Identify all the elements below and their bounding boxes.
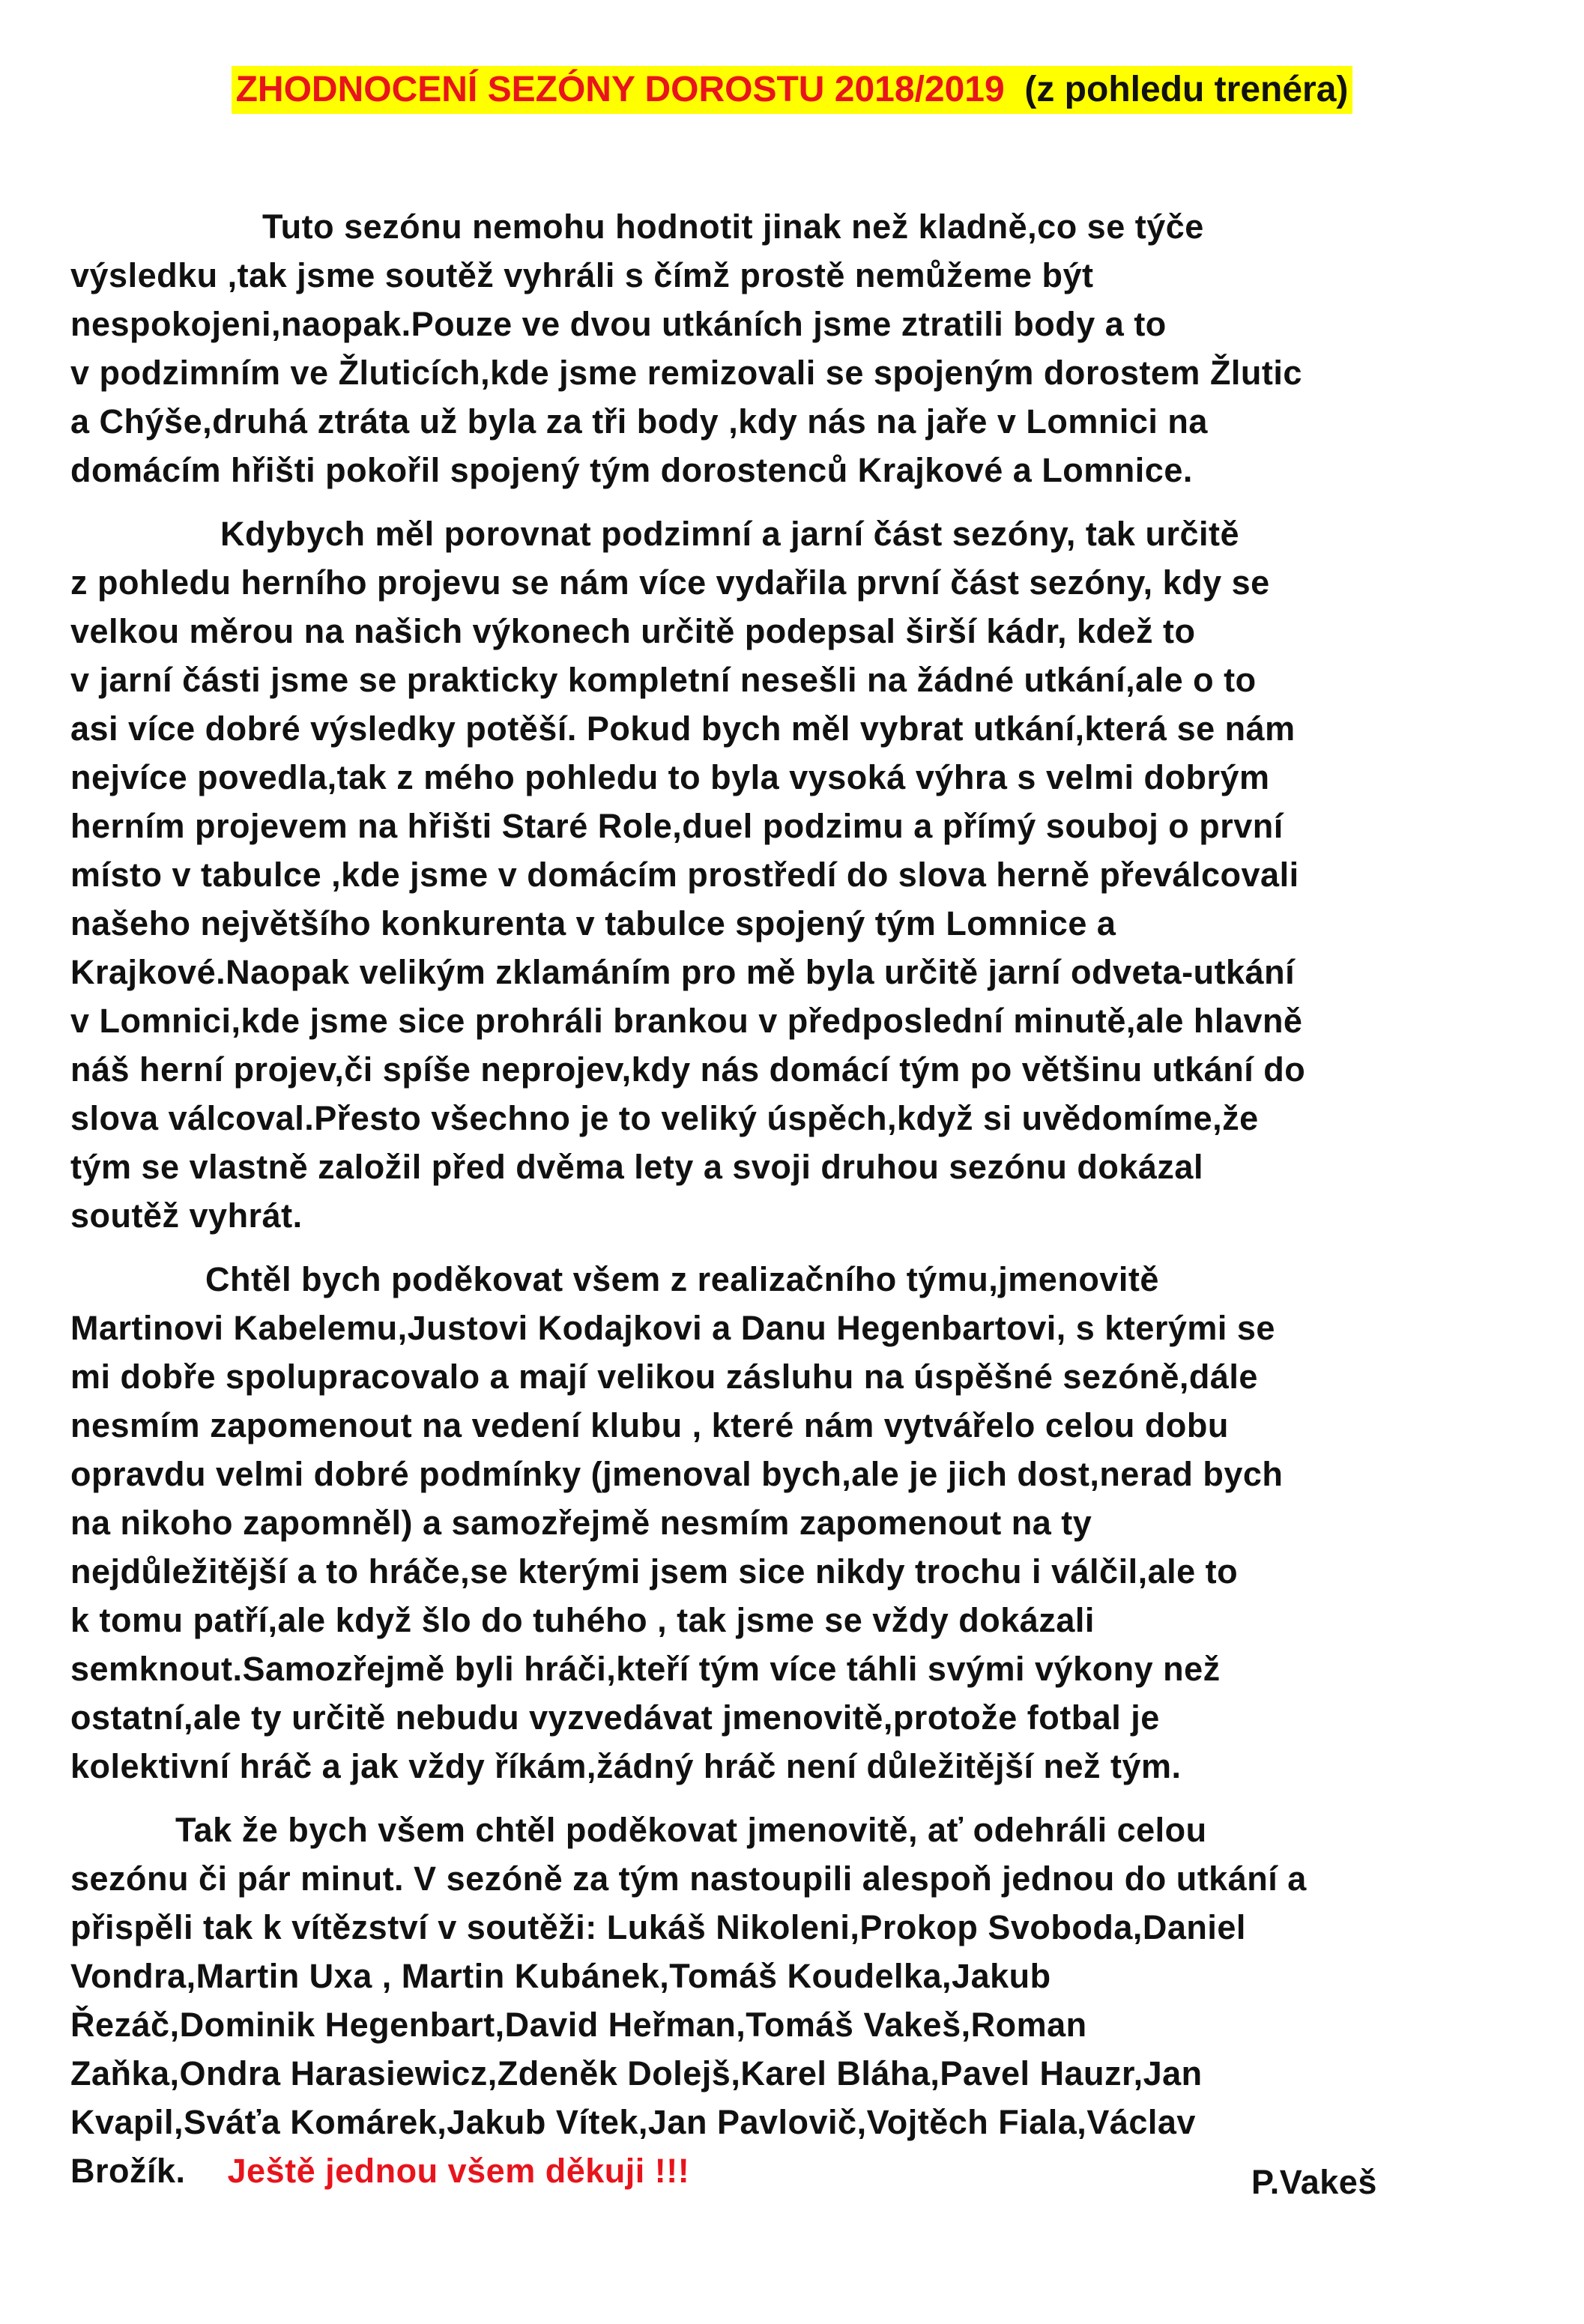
paragraph-line: tým se vlastně založil před dvěma lety a svoji druhou sezónu dokázal <box>70 1148 1203 1186</box>
paragraph-line: v Lomnici,kde jsme sice prohráli brankou v předposlední minutě,ale hlavně <box>70 1002 1303 1040</box>
paragraph-season-comparison <box>70 509 1524 1240</box>
paragraph-line: na nikoho zapomněl) a samozřejmě nesmím zapomenout na ty <box>70 1504 1092 1542</box>
last-line-text: Brožík. <box>70 2152 186 2190</box>
paragraph-line: domácím hřišti pokořil spojený tým dorostenců Krajkové a Lomnice. <box>70 451 1193 489</box>
paragraph-line: Kvapil,Sváťa Komárek,Jakub Vítek,Jan Pavlovič,Vojtěch Fiala,Václav <box>70 2103 1196 2141</box>
title-sub: (z pohledu trenéra) <box>1024 70 1349 109</box>
paragraph-line: opravdu velmi dobré podmínky (jmenoval bych,ale je jich dost,nerad bych <box>70 1455 1284 1493</box>
paragraph-line: z pohledu herního projevu se nám více vydařila první část sezóny, kdy se <box>70 563 1270 602</box>
paragraph-line: kolektivní hráč a jak vždy říkám,žádný hráč není důležitější než tým. <box>70 1747 1182 1785</box>
author-signature: P.Vakeš <box>1251 2163 1377 2201</box>
paragraph-line: a Chýše,druhá ztráta už byla za tři body ,kdy nás na jaře v Lomnici na <box>70 402 1208 441</box>
paragraph-line: semknout.Samozřejmě byli hráči,kteří tým více táhli svými výkony než <box>70 1650 1221 1688</box>
paragraph-line: výsledku ,tak jsme soutěž vyhráli s čímž prostě nemůžeme být <box>70 256 1094 294</box>
thanks-highlight: Ještě jednou všem děkuji !!! <box>227 2152 690 2190</box>
paragraph-line: Tuto sezónu nemohu hodnotit jinak než kladně,co se týče <box>262 208 1204 246</box>
paragraph-season-summary <box>70 202 1524 494</box>
paragraph-line: Tak že bych všem chtěl poděkovat jmenovitě, ať odehráli celou <box>175 1811 1207 1849</box>
paragraph-line: místo v tabulce ,kde jsme v domácím prostředí do slova herně převálcovali <box>70 856 1299 894</box>
paragraph-line: nejvíce povedla,tak z mého pohledu to byla vysoká výhra s velmi dobrým <box>70 758 1270 796</box>
paragraph-players-thanks <box>70 1806 1524 2195</box>
paragraph-line: Kdybych měl porovnat podzimní a jarní část sezóny, tak určitě <box>220 515 1239 553</box>
paragraph-line: Vondra,Martin Uxa , Martin Kubánek,Tomáš Koudelka,Jakub <box>70 1957 1051 1995</box>
paragraph-line: Řezáč,Dominik Hegenbart,David Heřman,Tomáš Vakeš,Roman <box>70 2006 1087 2044</box>
paragraph-line: herním projevem na hřišti Staré Role,duel podzimu a přímý souboj o první <box>70 807 1284 845</box>
paragraph-staff-thanks <box>70 1255 1524 1791</box>
title-main: ZHODNOCENÍ SEZÓNY DOROSTU 2018/2019 <box>235 70 1005 109</box>
paragraph-line: Krajkové.Naopak velikým zklamáním pro mě byla určitě jarní odveta-utkání <box>70 953 1296 991</box>
paragraph-line: asi více dobré výsledky potěší. Pokud bych měl vybrat utkání,která se nám <box>70 709 1296 748</box>
paragraph-line: našeho největšího konkurenta v tabulce spojený tým Lomnice a <box>70 904 1116 942</box>
paragraph-line: přispěli tak k vítězství v soutěži: Lukáš Nikoleni,Prokop Svoboda,Daniel <box>70 1908 1246 1946</box>
paragraph-line: slova válcoval.Přesto všechno je to veliký úspěch,když si uvědomíme,že <box>70 1099 1259 1137</box>
title-wrap <box>0 66 1584 114</box>
paragraph-line: náš herní projev,či spíše neprojev,kdy nás domácí tým po většinu utkání do <box>70 1050 1306 1089</box>
paragraph-line: sezónu či pár minut. V sezóně za tým nastoupili alespoň jednou do utkání a <box>70 1859 1307 1898</box>
paragraph-line: nejdůležitější a to hráče,se kterými jsem sice nikdy trochu i válčil,ale to <box>70 1552 1239 1591</box>
paragraph-line: nesmím zapomenout na vedení klubu , které nám vytvářelo celou dobu <box>70 1406 1229 1444</box>
paragraph-line: nespokojeni,naopak.Pouze ve dvou utkáních jsme ztratili body a to <box>70 305 1167 343</box>
paragraph-line: Chtěl bych poděkovat všem z realizačního týmu,jmenovitě <box>205 1260 1159 1298</box>
paragraph-line: k tomu patří,ale když šlo do tuhého , tak jsme se vždy dokázali <box>70 1601 1095 1639</box>
article-body <box>70 202 1524 2195</box>
paragraph-line: mi dobře spolupracovalo a mají velikou zásluhu na úspěšné sezóně,dále <box>70 1358 1258 1396</box>
paragraph-line: Martinovi Kabelemu,Justovi Kodajkovi a Danu Hegenbartovi, s kterými se <box>70 1309 1275 1347</box>
paragraph-line: ostatní,ale ty určitě nebudu vyzvedávat jmenovitě,protože fotbal je <box>70 1698 1160 1737</box>
paragraph-line: velkou měrou na našich výkonech určitě podepsal širší kádr, kdež to <box>70 612 1196 650</box>
paragraph-line: soutěž vyhrát. <box>70 1196 303 1235</box>
paragraph-line: Zaňka,Ondra Harasiewicz,Zdeněk Dolejš,Karel Bláha,Pavel Hauzr,Jan <box>70 2054 1203 2092</box>
paragraph-line: v podzimním ve Žluticích,kde jsme remizovali se spojeným dorostem Žlutic <box>70 354 1302 392</box>
page-title <box>232 66 1353 114</box>
paragraph-line: v jarní části jsme se prakticky kompletní nesešli na žádné utkání,ale o to <box>70 661 1257 699</box>
